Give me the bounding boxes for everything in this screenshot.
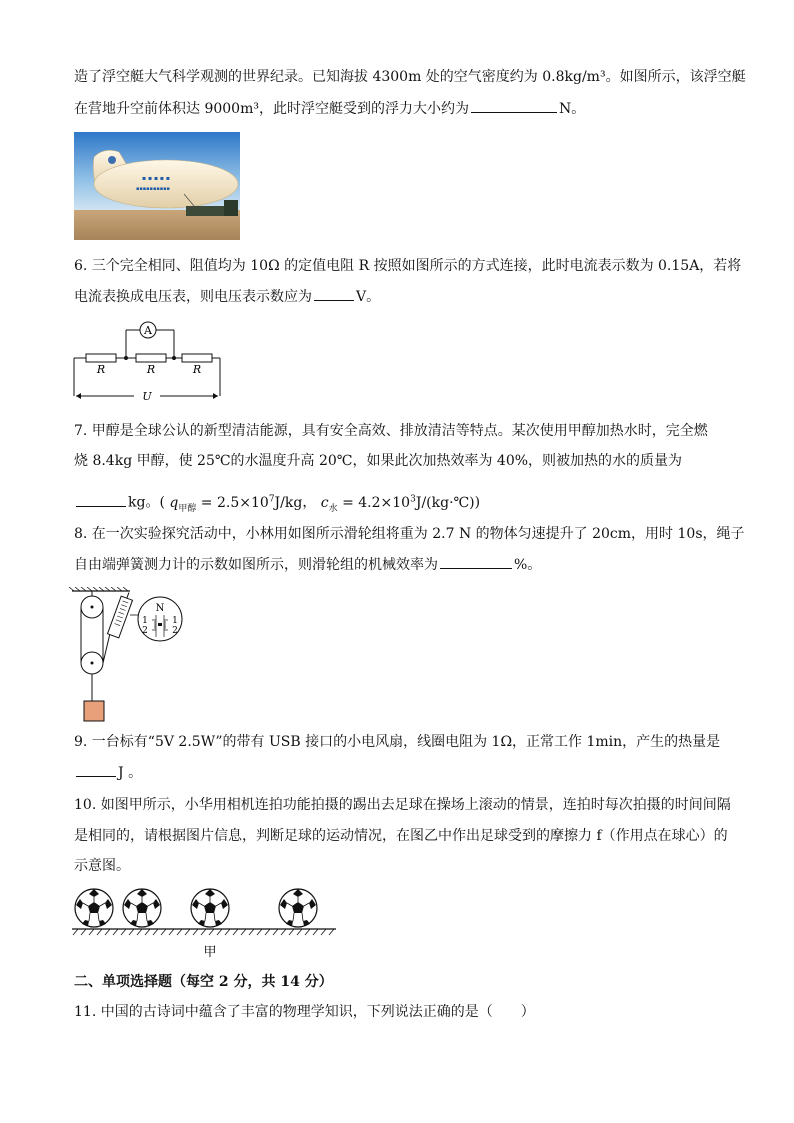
q7-unit: kg。( [128, 494, 165, 511]
resistor-2 [136, 354, 166, 362]
voltage-label: U [142, 390, 152, 403]
q7-close-paren: ) [474, 494, 481, 511]
football-1 [75, 889, 113, 927]
tick-1-left: 1 [142, 616, 148, 626]
q6-line1: 6. 三个完全相同、阻值均为 10Ω 的定值电阻 R 按照如图所示的方式连接，此时电流表示数为 0.15A，若将 [74, 258, 742, 274]
spring-scale [108, 591, 135, 638]
q11-line1: 11. 中国的古诗词中蕴含了丰富的物理学知识，下列说法正确的是（ ） [74, 1004, 535, 1020]
tick-2-right: 2 [172, 626, 178, 636]
q6-line2 [74, 282, 724, 312]
q5-unit: N。 [558, 101, 586, 117]
football-2 [123, 889, 161, 927]
q9-unit: J 。 [118, 765, 143, 781]
q8-line1: 8. 在一次实验探究活动中，小林用如图所示滑轮组将重为 2.7 N 的物体匀速提升了 20cm，用时 10s，绳子 [74, 526, 745, 542]
q5-line1: 造了浮空艇大气科学观测的世界纪录。已知海拔 4300m 处的空气密度约为 0.8kg/m³。如图所示，该浮空艇 [74, 69, 746, 85]
q8-unit: %。 [514, 557, 542, 573]
r1-label: R [96, 363, 106, 376]
q9-answer-blank[interactable] [76, 758, 116, 777]
q10-line2: 是相同的，请根据图片信息，判断足球的运动情况，在图乙中作出足球受到的摩擦力 f（作用点在球心）的 [74, 828, 728, 844]
ammeter-label: A [144, 324, 152, 337]
svg-text:▪ ▪ ▪ ▪ ▪: ▪ ▪ ▪ ▪ ▪ [142, 175, 170, 182]
pulley-diagram [68, 587, 186, 725]
q7-c-formula: $c_水$ = $4.2\times 10^3J/(kg\cdot℃)$ [320, 494, 475, 514]
r3-label: R [192, 363, 202, 376]
q5-text: 在营地升空前体积达 9000m³，此时浮空艇受到的浮力大小约为 [74, 101, 469, 117]
q5-answer-blank[interactable] [471, 94, 557, 113]
q6-unit: V。 [356, 289, 381, 305]
weight-block [84, 701, 104, 721]
resistor-3 [182, 354, 212, 362]
q8-text: 自由端弹簧测力计的示数如图所示，则滑轮组的机械效率为 [74, 557, 438, 573]
resistor-1 [86, 354, 116, 362]
tick-1-right: 1 [172, 616, 178, 626]
q5-line2 [74, 94, 724, 124]
q7-line3 [74, 484, 724, 523]
football-4 [279, 889, 317, 927]
football-3 [191, 889, 229, 927]
circuit-diagram [70, 318, 226, 408]
q8-answer-blank[interactable] [440, 550, 512, 569]
airship-photo [74, 132, 240, 240]
q7-q-formula: $q_{甲醇} = 2.5\times 10^7J/kg$ [169, 494, 303, 514]
section-2-heading: 二、单项选择题（每空 2 分，共 14 分） [74, 974, 333, 990]
q7-line2: 烧 8.4kg 甲醇，使 25℃的水温度升高 20℃，如果此次加热效率为 40%，则被加热的水的质量为 [74, 453, 683, 469]
tick-2-left: 2 [142, 626, 148, 636]
q6-text: 电流表换成电压表，则电压表示数应为 [74, 289, 312, 305]
scale-unit: N [155, 603, 165, 614]
r2-label: R [146, 363, 156, 376]
q7-line1: 7. 甲醇是全球公认的新型清洁能源，具有安全高效、排放清洁等特点。某次使用甲醇加热水时，完全燃 [74, 423, 708, 439]
q9-line2 [74, 758, 724, 788]
q8-line2 [74, 550, 724, 580]
q10-line1: 10. 如图甲所示，小华用相机连拍功能拍摄的踢出去足球在操场上滚动的情景，连拍时每次拍摄的时间间隔 [74, 797, 731, 813]
figure-label-jia: 甲 [203, 945, 217, 960]
q7-answer-blank[interactable] [76, 488, 126, 507]
q10-line3: 示意图。 [74, 858, 130, 874]
q7-separator: ， [302, 494, 317, 511]
q6-answer-blank[interactable] [314, 282, 354, 301]
football-diagram [70, 886, 338, 962]
svg-text:▪▪▪▪▪▪▪▪▪▪: ▪▪▪▪▪▪▪▪▪▪ [136, 186, 170, 192]
q9-line1: 9. 一台标有“5V 2.5W”的带有 USB 接口的小电风扇，线圈电阻为 1Ω，正常工作 1min，产生的热量是 [74, 734, 721, 750]
